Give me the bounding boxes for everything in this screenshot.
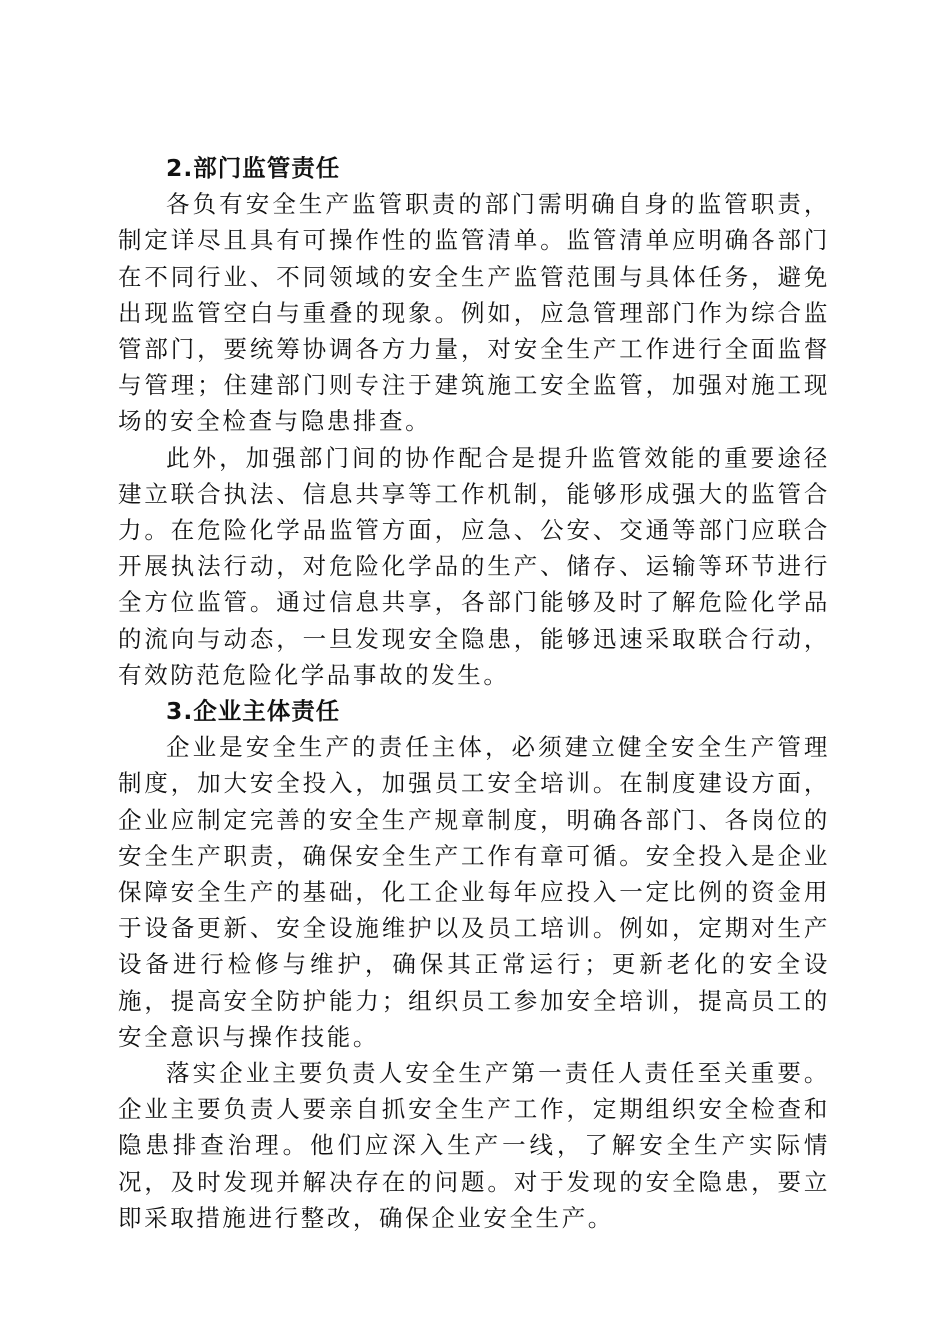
paragraph: 各负有安全生产监管职责的部门需明确自身的监管职责，制定详尽且具有可操作性的监管清单。监管清单应明确各部门在不同行业、不同领域的安全生产监管范围与具体任务，避免出现监管空白与重叠的现象。例如，应急管理部门作为综合监管部门，要统筹协调各方力量，对安全生产工作进行全面监督与管理；住建部门则专注于建筑施工安全监管，加强对施工现场的安全检查与隐患排查。 [118,190,830,436]
paragraph: 此外，加强部门间的协作配合是提升监管效能的重要途径建立联合执法、信息共享等工作机制，能够形成强大的监管合力。在危险化学品监管方面，应急、公安、交通等部门应联合开展执法行动，对危险化学品的生产、储存、运输等环节进行全方位监管。通过信息共享，各部门能够及时了解危险化学品的流向与动态，一旦发现安全隐患，能够迅速采取联合行动，有效防范危险化学品事故的发生。 [118,443,830,689]
document-body [118,150,830,1236]
paragraph: 企业是安全生产的责任主体，必须建立健全安全生产管理制度，加大安全投入，加强员工安全培训。在制度建设方面，企业应制定完善的安全生产规章制度，明确各部门、各岗位的安全生产职责，确保安全生产工作有章可循。安全投入是企业保障安全生产的基础，化工企业每年应投入一定比例的资金用于设备更新、安全设施维护以及员工培训。例如，定期对生产设备进行检修与维护，确保其正常运行；更新老化的安全设施，提高安全防护能力；组织员工参加安全培训，提高员工的安全意识与操作技能。 [118,733,830,1051]
section-heading-enterprise-responsibility: 3.企业主体责任 [166,697,341,726]
paragraph: 落实企业主要负责人安全生产第一责任人责任至关重要。企业主要负责人要亲自抓安全生产工作，定期组织安全检查和隐患排查治理。他们应深入生产一线，了解安全生产实际情况，及时发现并解决存在的问题。对于发现的安全隐患，要立即采取措施进行整改，确保企业安全生产。 [118,1059,830,1232]
section-heading-department-supervision: 2.部门监管责任 [166,154,341,182]
